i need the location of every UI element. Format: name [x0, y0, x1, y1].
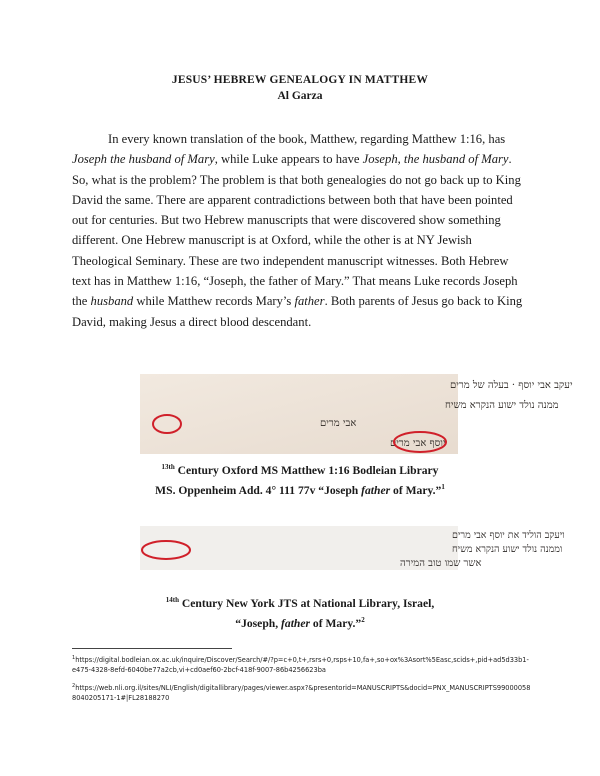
- oxford-handwriting-row: ממנה נולד ישוע הנקרא משיח: [445, 400, 559, 411]
- caption-text: Century Oxford MS Matthew 1:16 Bodleian Library: [174, 464, 439, 477]
- caption-emphasis: father: [361, 484, 391, 497]
- oxford-manuscript-image: [140, 374, 573, 454]
- caption-text: “Joseph,: [235, 617, 282, 630]
- paragraph-emphasis: Joseph the husband of Mary: [72, 152, 215, 167]
- body-paragraph: [72, 129, 530, 332]
- paragraph-text: , while Luke appears to have: [214, 152, 363, 167]
- oxford-manuscript-drawing: [140, 374, 573, 454]
- caption-text: MS. Oppenheim Add. 4° 111 77v “Joseph: [155, 484, 362, 497]
- caption-emphasis: father: [281, 617, 311, 630]
- paragraph-text: . So, what is the problem? The problem is that both genealogies do not go back up to King David the same. There are apparent contradictions between both that have been pointed out for centuries. But two Hebrew manuscripts that were discovered show something different. One Hebrew manuscript is at Oxford, while the other is at NY Jewish Theological Seminary. These are two independent manuscript witnesses. Both Hebrew text has in Matthew 1:16, “Joseph, the father of Mary.” That means Luke records Joseph the: [72, 152, 521, 309]
- jts-handwriting-row: אשר שמו טוב המירה: [400, 558, 482, 569]
- jts-manuscript-drawing: [140, 526, 565, 570]
- figure1-caption-line2: [0, 484, 600, 497]
- figure2-caption-line1: [0, 597, 600, 610]
- paragraph-text: In every known translation of the book, Matthew, regarding Matthew 1:16, has: [108, 132, 506, 146]
- footnote-marker[interactable]: 1: [441, 483, 445, 492]
- footnote-divider: [72, 648, 232, 649]
- caption-text: of Mary.”: [310, 617, 362, 630]
- footnote-2[interactable]: [72, 683, 532, 703]
- footnote-link[interactable]: https://web.nli.org.il/sites/NLI/English/digitallibrary/pages/viewer.aspx?&presentorid=MANUSCRIPTS&docid=PNX_MANUSCRIPTS990000588040205171-1#|FL28188270: [72, 684, 531, 702]
- paragraph-text: . Both parents of Jesus go back to King David, making Jesus a direct blood descendant.: [72, 294, 523, 329]
- caption-superscript: 14th: [165, 596, 179, 605]
- oxford-handwriting-row: יוסף אבי מרים: [390, 438, 446, 449]
- caption-text: of Mary.”: [390, 484, 442, 497]
- caption-superscript: 13th: [161, 463, 175, 472]
- paragraph-text: while Matthew records Mary’s: [133, 294, 295, 309]
- caption-text: Century New York JTS at National Library, Israel,: [178, 597, 435, 610]
- paragraph-emphasis: husband: [90, 294, 134, 309]
- figure2-caption-line2: [0, 617, 600, 630]
- paragraph-emphasis: father: [294, 294, 325, 309]
- footnote-number: 2: [72, 682, 76, 689]
- oxford-handwriting-row: יעקב אבי יוסף · בעלה של מרים: [450, 380, 573, 391]
- footnote-number: 1: [72, 654, 76, 661]
- paragraph-emphasis: Joseph, the husband of Mary: [362, 152, 509, 167]
- jts-manuscript-image: [140, 526, 565, 570]
- jts-handwriting-row: ויעקב הוליד את יוסף אבי מרים: [452, 530, 565, 541]
- document-title: JESUS’ HEBREW GENEALOGY IN MATTHEW: [171, 74, 429, 86]
- document-author: Al Garza: [277, 90, 323, 102]
- jts-handwriting-row: וממנה נולד ישוע הנקרא משיח: [452, 544, 563, 555]
- footnote-link[interactable]: https://digital.bodleian.ox.ac.uk/inquire/Discover/Search/#/?p=c+0,t+,rsrs+0,rsps+10,fa+,so+ox%3Asort%5Easc,scids+,pid+ad5d33b1-e475-4328-8efd-6040be77a2cb,vi+cd0aef60-2bcf-418f-9007-86b4256623ba: [72, 656, 529, 674]
- figure1-caption-line1: [0, 464, 600, 477]
- footnote-1[interactable]: [72, 655, 532, 675]
- oxford-handwriting-row: אבי מרים: [320, 418, 357, 429]
- footnote-marker[interactable]: 2: [361, 616, 365, 625]
